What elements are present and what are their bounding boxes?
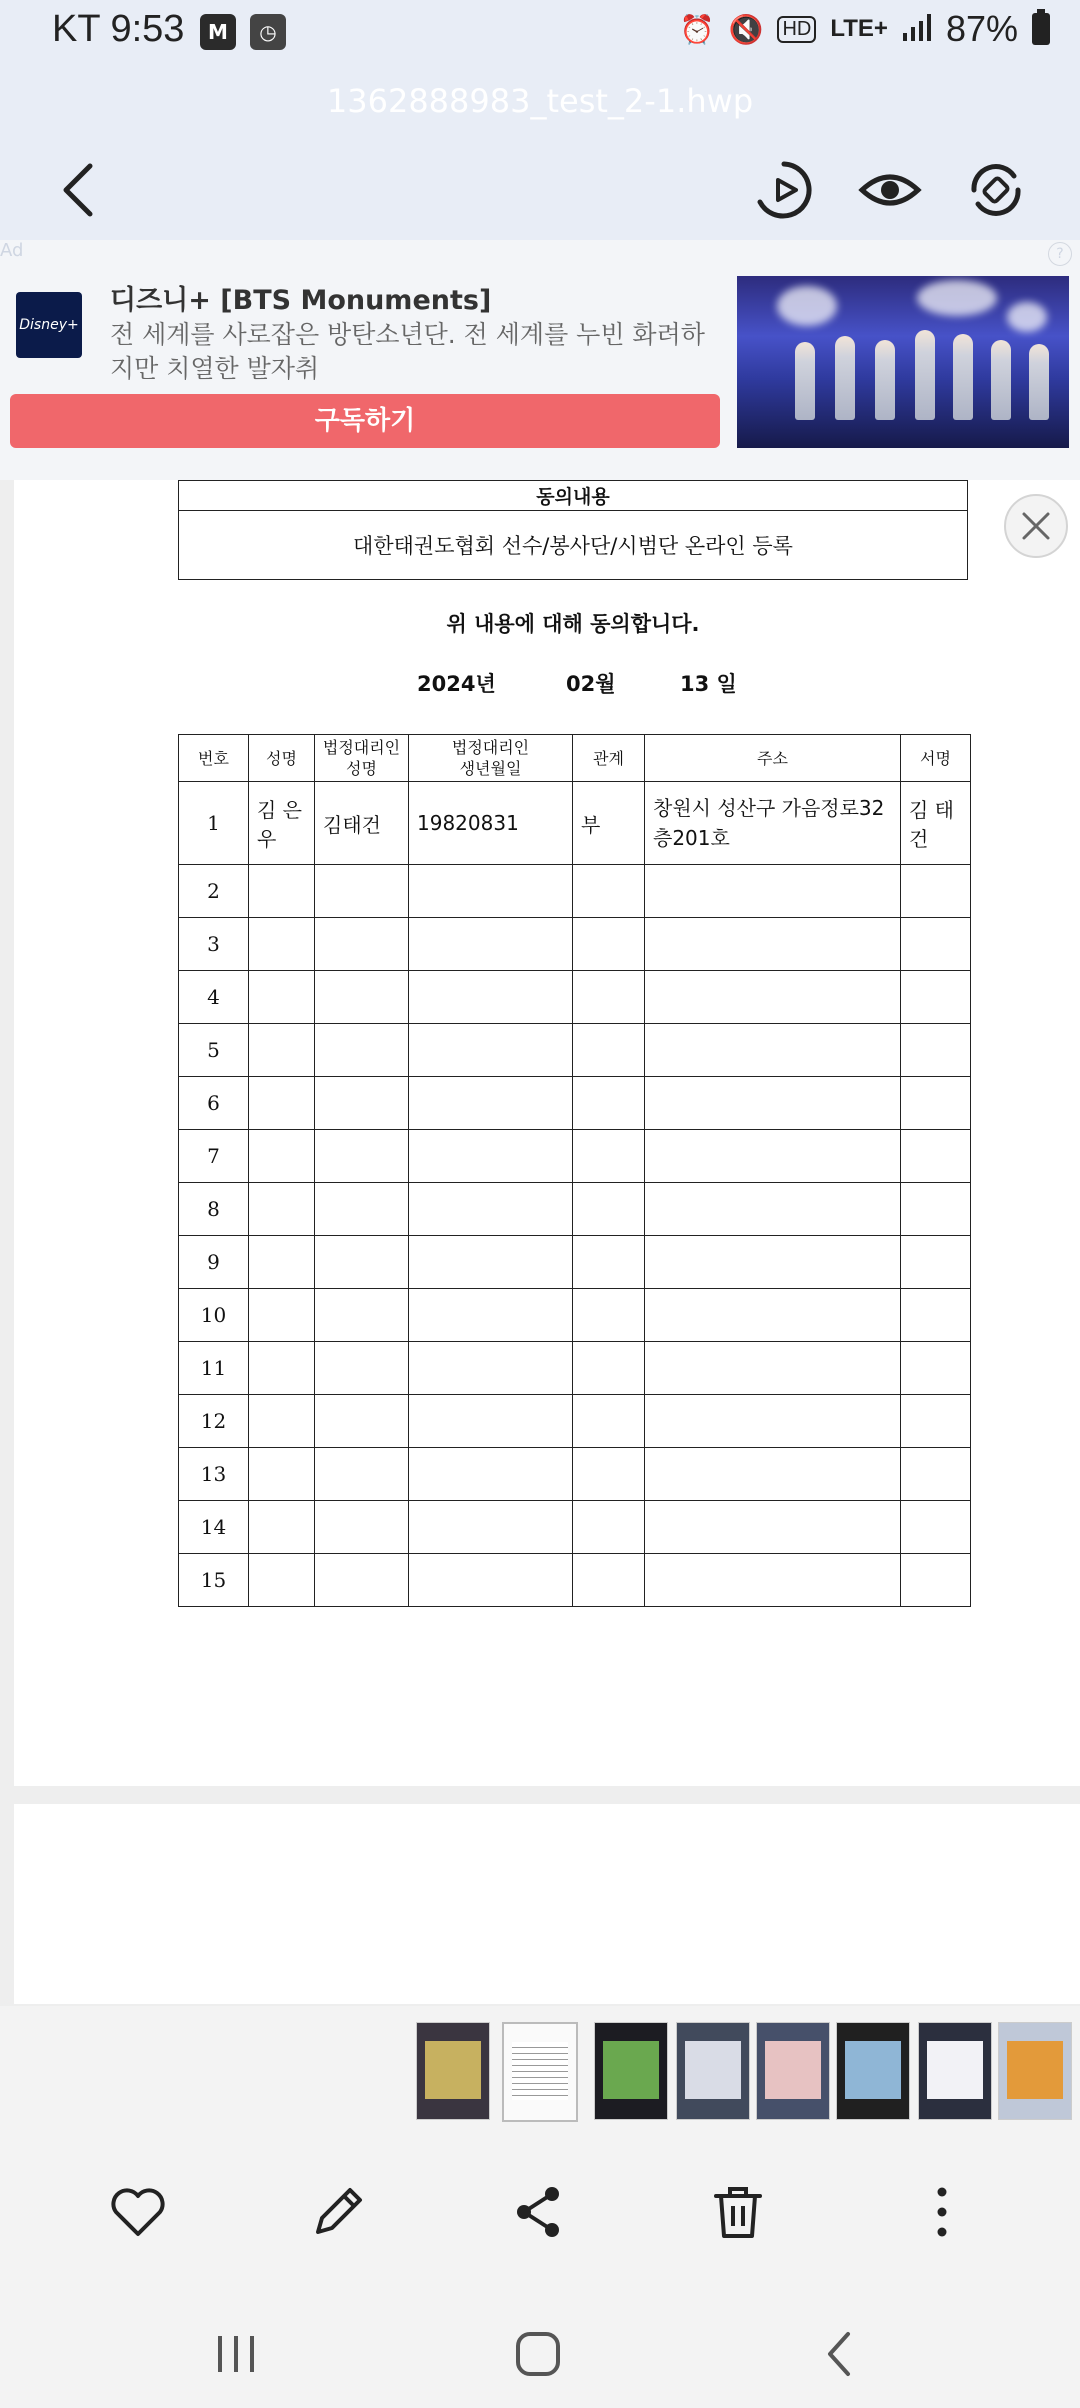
ad-info-icon[interactable]: ? — [1048, 242, 1072, 266]
guardian-name-cell — [315, 1342, 409, 1395]
guardian-name-cell — [315, 1501, 409, 1554]
gallery-thumbnail[interactable] — [676, 2022, 750, 2120]
address-cell — [645, 1554, 901, 1607]
share-icon — [506, 2180, 570, 2244]
close-icon — [1006, 496, 1066, 556]
row-number-cell: 4 — [179, 971, 249, 1024]
student-name-cell — [249, 1342, 315, 1395]
more-options-button[interactable] — [910, 2180, 974, 2244]
row-number-cell: 14 — [179, 1501, 249, 1554]
back-button[interactable] — [50, 160, 110, 220]
gallery-thumbnail[interactable] — [416, 2022, 490, 2120]
recents-button[interactable] — [206, 2324, 266, 2384]
signature-cell — [901, 1077, 971, 1130]
hd-voice-icon: HD — [777, 16, 816, 43]
guardian-name-cell — [315, 1395, 409, 1448]
relationship-cell — [573, 1236, 645, 1289]
trash-icon — [706, 2180, 770, 2244]
gallery-thumbnail[interactable] — [756, 2022, 830, 2120]
view-button[interactable] — [858, 158, 922, 222]
header-cell: 법정대리인 성명 — [315, 735, 409, 782]
row-number-cell: 7 — [179, 1130, 249, 1183]
signature-cell — [901, 1130, 971, 1183]
table-row — [179, 918, 971, 971]
pencil-icon — [306, 2180, 370, 2244]
row-number-cell: 10 — [179, 1289, 249, 1342]
guardian-name-cell — [315, 1554, 409, 1607]
guardian-name-cell — [315, 1130, 409, 1183]
student-name-cell — [249, 1289, 315, 1342]
m-stock-icon: M — [200, 14, 236, 50]
ad-title[interactable]: 디즈니+ [BTS Monuments] — [110, 285, 492, 316]
table-row — [179, 1183, 971, 1236]
guardian-birthdate-cell — [409, 1448, 573, 1501]
address-cell — [645, 1289, 901, 1342]
relationship-cell — [573, 1183, 645, 1236]
guardian-name-cell — [315, 971, 409, 1024]
relationship-cell — [573, 918, 645, 971]
ad-tag: Ad — [0, 240, 24, 261]
guardian-birthdate-cell — [409, 1024, 573, 1077]
relationship-cell — [573, 1395, 645, 1448]
favorite-button[interactable] — [106, 2180, 170, 2244]
slideshow-button[interactable] — [752, 158, 816, 222]
close-document-button[interactable] — [1004, 494, 1068, 558]
relationship-cell — [573, 1024, 645, 1077]
registration-table — [178, 734, 971, 1607]
signature-cell — [901, 918, 971, 971]
action-bar — [0, 2130, 1080, 2300]
address-cell — [645, 1130, 901, 1183]
relationship-cell — [573, 1554, 645, 1607]
eye-icon — [858, 158, 922, 222]
row-number-cell: 12 — [179, 1395, 249, 1448]
guardian-name-cell — [315, 1077, 409, 1130]
row-number-cell: 9 — [179, 1236, 249, 1289]
rotate-button[interactable] — [964, 158, 1028, 222]
mute-icon: 🔇 — [728, 13, 764, 45]
ad-description: 전 세계를 사로잡은 방탄소년단. 전 세계를 누빈 화려하지만 치열한 발자취 — [110, 320, 705, 383]
student-name-cell — [249, 1077, 315, 1130]
guardian-birthdate-cell — [409, 1342, 573, 1395]
file-name: 1362888983_test_2-1.hwp — [326, 82, 754, 120]
relationship-cell — [573, 971, 645, 1024]
guardian-birthdate-cell — [409, 1077, 573, 1130]
disney-plus-logo: Disney+ — [16, 292, 82, 358]
address-cell — [645, 1501, 901, 1554]
student-name-cell — [249, 1183, 315, 1236]
student-name-cell: 김 은 우 — [249, 782, 315, 865]
signature-cell — [901, 1501, 971, 1554]
table-row — [179, 1501, 971, 1554]
address-cell — [645, 1024, 901, 1077]
slideshow-icon — [752, 158, 816, 222]
delete-button[interactable] — [706, 2180, 770, 2244]
back-icon — [50, 160, 110, 220]
alarm-icon: ⏰ — [679, 13, 715, 45]
address-cell — [645, 865, 901, 918]
table-body — [179, 782, 971, 1607]
date-year: 2024년 — [417, 672, 496, 696]
gallery-strip — [0, 2006, 1080, 2130]
consent-header: 동의내용 — [179, 481, 968, 511]
guardian-birthdate-cell — [409, 865, 573, 918]
guardian-name-cell — [315, 1183, 409, 1236]
table-row — [179, 1342, 971, 1395]
document-page-next — [14, 1804, 1080, 2004]
chevron-left-icon — [810, 2324, 870, 2384]
address-cell: 창원시 성산구 가음정로32층201호 — [645, 782, 901, 865]
signature-cell — [901, 1554, 971, 1607]
student-name-cell — [249, 1236, 315, 1289]
signature-cell — [901, 971, 971, 1024]
row-number-cell: 15 — [179, 1554, 249, 1607]
address-cell — [645, 1342, 901, 1395]
heart-icon — [106, 2180, 170, 2244]
guardian-birthdate-cell — [409, 1501, 573, 1554]
address-cell — [645, 1448, 901, 1501]
date-day: 13 일 — [680, 672, 737, 696]
signature-cell — [901, 865, 971, 918]
guardian-birthdate-cell — [409, 971, 573, 1024]
address-cell — [645, 1395, 901, 1448]
gallery-thumbnail[interactable] — [594, 2022, 668, 2120]
relationship-cell: 부 — [573, 782, 645, 865]
row-number-cell: 3 — [179, 918, 249, 971]
share-button[interactable] — [506, 2180, 570, 2244]
table-row — [179, 865, 971, 918]
relationship-cell — [573, 1342, 645, 1395]
student-name-cell — [249, 918, 315, 971]
relationship-cell — [573, 1077, 645, 1130]
row-number-cell: 8 — [179, 1183, 249, 1236]
row-number-cell: 13 — [179, 1448, 249, 1501]
table-row — [179, 1024, 971, 1077]
address-cell — [645, 1236, 901, 1289]
guardian-birthdate-cell — [409, 918, 573, 971]
clock: 9:53 — [110, 8, 185, 50]
student-name-cell — [249, 865, 315, 918]
guardian-name-cell — [315, 1024, 409, 1077]
status-icons — [680, 8, 1050, 50]
address-cell — [645, 971, 901, 1024]
row-number-cell: 5 — [179, 1024, 249, 1077]
carrier: KT — [52, 8, 100, 50]
signature-cell: 김 태 건 — [901, 782, 971, 865]
table-row — [179, 1554, 971, 1607]
guardian-birthdate-cell — [409, 1183, 573, 1236]
student-name-cell — [249, 1395, 315, 1448]
date-month: 02월 — [566, 672, 616, 696]
student-name-cell — [249, 1448, 315, 1501]
guardian-birthdate-cell — [409, 1554, 573, 1607]
header-cell: 서명 — [901, 735, 971, 782]
battery-icon — [1032, 13, 1050, 45]
gallery-thumbnail[interactable] — [998, 2022, 1072, 2120]
signature-cell — [901, 1395, 971, 1448]
guardian-name-cell — [315, 918, 409, 971]
consent-table — [178, 480, 968, 580]
agree-statement: 위 내용에 대해 동의합니다. — [446, 612, 700, 636]
signal-icon — [902, 8, 932, 50]
student-name-cell — [249, 1554, 315, 1607]
row-number-cell: 6 — [179, 1077, 249, 1130]
recents-icon — [206, 2324, 266, 2384]
table-row — [179, 1289, 971, 1342]
ad-image[interactable] — [737, 276, 1069, 448]
relationship-cell — [573, 1501, 645, 1554]
header-cell: 성명 — [249, 735, 315, 782]
battery-percent: 87% — [945, 8, 1018, 49]
table-row — [179, 1130, 971, 1183]
guardian-birthdate-cell — [409, 1289, 573, 1342]
signature-cell — [901, 1024, 971, 1077]
edit-button[interactable] — [306, 2180, 370, 2244]
guardian-birthdate-cell: 19820831 — [409, 782, 573, 865]
row-number-cell: 2 — [179, 865, 249, 918]
header-cell: 관계 — [573, 735, 645, 782]
row-number-cell: 11 — [179, 1342, 249, 1395]
address-cell — [645, 1183, 901, 1236]
status-bar — [0, 0, 1080, 66]
signature-cell — [901, 1342, 971, 1395]
guardian-birthdate-cell — [409, 1236, 573, 1289]
lte-icon: LTE+ — [830, 15, 888, 42]
address-cell — [645, 918, 901, 971]
student-name-cell — [249, 971, 315, 1024]
rotate-icon — [964, 158, 1028, 222]
relationship-cell — [573, 1448, 645, 1501]
student-name-cell — [249, 1501, 315, 1554]
ad-banner[interactable] — [0, 240, 1080, 480]
home-icon — [508, 2324, 568, 2384]
header-cell: 법정대리인 생년월일 — [409, 735, 573, 782]
guardian-name-cell — [315, 1289, 409, 1342]
address-cell — [645, 1077, 901, 1130]
gallery-thumbnail[interactable] — [918, 2022, 992, 2120]
gallery-thumbnail[interactable] — [836, 2022, 910, 2120]
home-button[interactable] — [508, 2324, 568, 2384]
guardian-name-cell — [315, 1236, 409, 1289]
viewer-toolbar — [0, 66, 1080, 240]
guardian-birthdate-cell — [409, 1395, 573, 1448]
relationship-cell — [573, 865, 645, 918]
navigation-bar — [0, 2300, 1080, 2408]
table-row — [179, 1077, 971, 1130]
guardian-name-cell: 김태건 — [315, 782, 409, 865]
signature-cell — [901, 1183, 971, 1236]
consent-body: 대한태권도협회 선수/봉사단/시범단 온라인 등록 — [179, 511, 968, 580]
signature-cell — [901, 1236, 971, 1289]
signature-cell — [901, 1289, 971, 1342]
gallery-thumbnail-current[interactable] — [502, 2022, 578, 2122]
carrier-time — [52, 8, 184, 51]
guardian-birthdate-cell — [409, 1130, 573, 1183]
student-name-cell — [249, 1024, 315, 1077]
row-number-cell: 1 — [179, 782, 249, 865]
clock-app-icon: ◷ — [250, 14, 286, 50]
header-cell: 주소 — [645, 735, 901, 782]
table-row — [179, 782, 971, 865]
guardian-name-cell — [315, 865, 409, 918]
table-header-row — [179, 735, 971, 782]
table-row — [179, 1236, 971, 1289]
subscribe-button[interactable]: 구독하기 — [10, 394, 720, 448]
header-cell: 번호 — [179, 735, 249, 782]
table-row — [179, 971, 971, 1024]
relationship-cell — [573, 1130, 645, 1183]
table-row — [179, 1448, 971, 1501]
guardian-name-cell — [315, 1448, 409, 1501]
relationship-cell — [573, 1289, 645, 1342]
student-name-cell — [249, 1130, 315, 1183]
more-icon — [910, 2180, 974, 2244]
signature-cell — [901, 1448, 971, 1501]
system-back-button[interactable] — [810, 2324, 870, 2384]
table-row — [179, 1395, 971, 1448]
